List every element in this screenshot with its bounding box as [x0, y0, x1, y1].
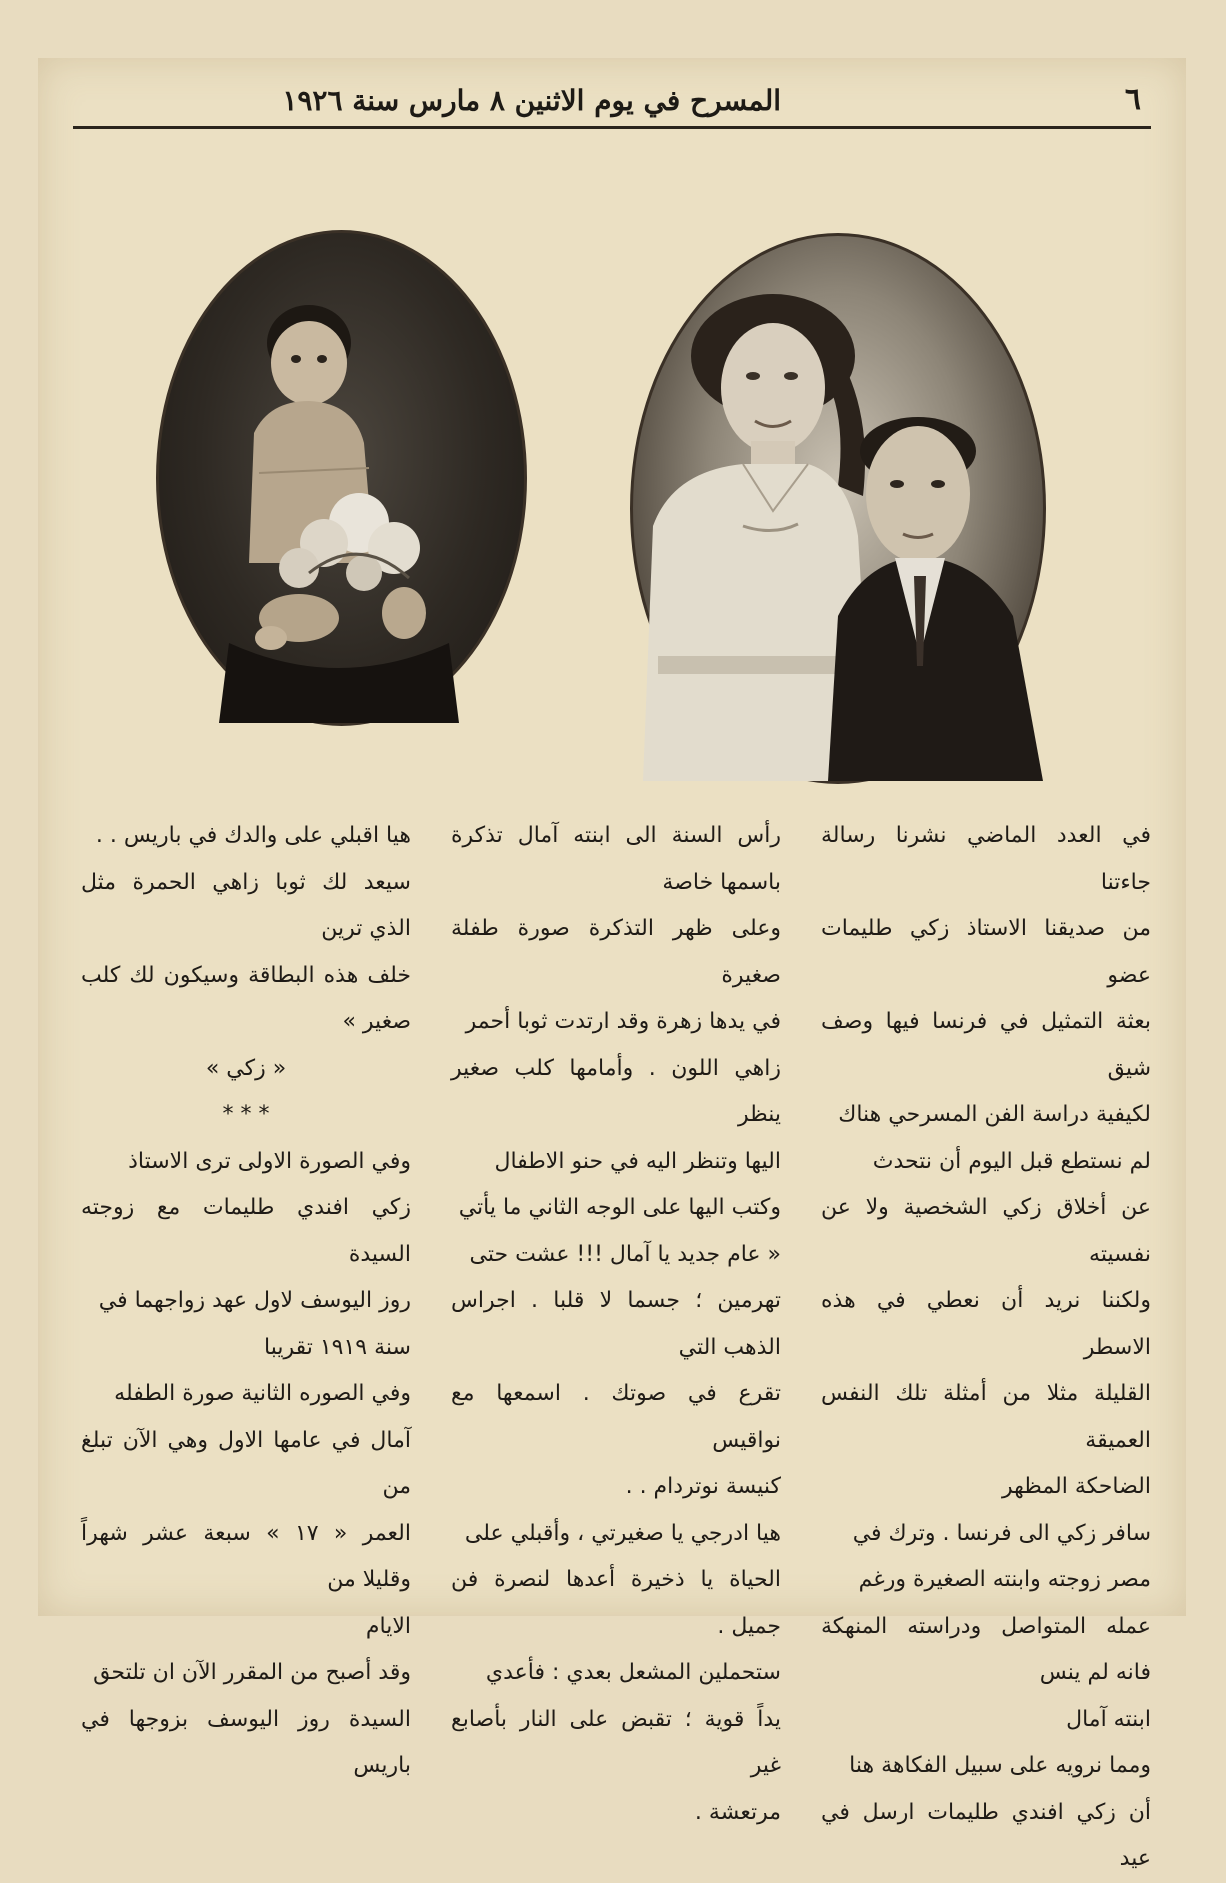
- text-line: يداً قوية ؛ تقبض على النار بأصابع غير: [451, 1706, 781, 1778]
- text-line: أن زكي افندي طليمات ارسل في عيد: [821, 1799, 1151, 1871]
- couple-portrait: [630, 233, 1046, 784]
- text-line: عن أخلاق زكي الشخصية ولا عن نفسيته: [821, 1195, 1151, 1267]
- text-line: مرتعشة .: [694, 1799, 781, 1825]
- text-line: القليلة مثلا من أمثلة تلك النفس العميقة: [821, 1381, 1151, 1453]
- text-line: عمله المتواصل ودراسته المنهكة فانه لم ينس: [821, 1613, 1151, 1685]
- section-divider: * * *: [222, 1102, 270, 1127]
- text-line: الحياة يا ذخيرة أعدها لنصرة فن جميل .: [451, 1567, 781, 1639]
- text-line: في العدد الماضي نشرنا رسالة جاءتنا: [821, 823, 1151, 895]
- text-line: خلف هذه البطاقة وسيكون لك كلب صغير »: [81, 962, 411, 1034]
- text-line: وفي الصورة الاولى ترى الاستاذ: [128, 1148, 411, 1174]
- text-line: زاهي اللون . وأمامها كلب صغير ينظر: [451, 1055, 781, 1127]
- text-line: زكي افندي طليمات مع زوجته السيدة: [81, 1195, 411, 1267]
- text-line: وفي الصوره الثانية صورة الطفله: [114, 1381, 411, 1406]
- article-column-right: [821, 813, 1151, 1871]
- article-column-middle: [451, 813, 781, 1825]
- text-line: من صديقنا الاستاذ زكي طليمات عضو: [821, 916, 1151, 988]
- text-line: اليها وتنظر اليه في حنو الاطفال: [494, 1148, 781, 1174]
- text-line: لكيفية دراسة الفن المسرحي هناك: [838, 1102, 1151, 1127]
- text-line: ومما نرويه على سبيل الفكاهة هنا: [849, 1753, 1151, 1778]
- text-line: وعلى ظهر التذكرة صورة طفلة صغيرة: [451, 916, 781, 988]
- couple-portrait-image: [633, 236, 1043, 781]
- newspaper-page: [38, 58, 1186, 1871]
- page-header: [73, 78, 1151, 126]
- text-line: آمال في عامها الاول وهي الآن تبلغ من: [81, 1427, 411, 1499]
- text-line: سافر زكي الى فرنسا . وترك في: [852, 1520, 1151, 1546]
- text-line: رأس السنة الى ابنته آمال تذكرة باسمها خاصة: [451, 823, 781, 895]
- text-line: الضاحكة المظهر: [1002, 1474, 1151, 1499]
- text-line: سيعد لك ثوبا زاهي الحمرة مثل الذي ترين: [81, 869, 411, 941]
- page-number: ٦: [1124, 82, 1141, 117]
- text-line: تهرمين ؛ جسما لا قلبا . اجراس الذهب التي: [451, 1288, 781, 1360]
- text-line: بعثة التمثيل في فرنسا فيها وصف شيق: [821, 1009, 1151, 1081]
- text-line: تقرع في صوتك . اسمعها مع نواقيس: [451, 1381, 781, 1453]
- text-line: وكتب اليها على الوجه الثاني ما يأتي: [458, 1195, 781, 1220]
- text-line: الايام: [365, 1613, 411, 1639]
- text-line: هيا اقبلي على والدك في باريس . .: [95, 823, 411, 848]
- article-columns: [73, 813, 1151, 1871]
- text-line: روز اليوسف لاول عهد زواجهما في: [98, 1288, 411, 1313]
- text-line: ستحملين المشعل بعدي : فأعدي: [485, 1660, 781, 1685]
- text-line: في يدها زهرة وقد ارتدت ثوبا أحمر: [465, 1009, 781, 1034]
- text-line: ولكننا نريد أن نعطي في هذه الاسطر: [821, 1288, 1151, 1360]
- header-rule: [73, 126, 1151, 129]
- text-line: سنة ١٩١٩ تقريبا: [264, 1334, 411, 1360]
- text-line: « عام جديد يا آمال !!! عشت حتى: [469, 1241, 781, 1267]
- text-line: لم نستطع قبل اليوم أن نتحدث: [872, 1148, 1151, 1174]
- text-line: كنيسة نوتردام . .: [625, 1474, 781, 1499]
- child-portrait: [156, 230, 527, 726]
- text-line: هيا ادرجي يا صغيرتي ، وأقبلي على: [464, 1520, 781, 1546]
- text-line: العمر « ١٧ » سبعة عشر شهراً وقليلا من: [81, 1520, 411, 1592]
- text-line: السيدة روز اليوسف بزوجها في باريس: [81, 1706, 411, 1778]
- text-line: مصر زوجته وابنته الصغيرة ورغم: [858, 1567, 1151, 1592]
- child-portrait-image: [159, 233, 524, 723]
- text-line: وقد أصبح من المقرر الآن ان تلتحق: [93, 1660, 411, 1685]
- header-title: المسرح في يوم الاثنين ٨ مارس سنة ١٩٢٦: [282, 84, 781, 117]
- text-line: ابنته آمال: [1066, 1706, 1151, 1732]
- article-column-left: [81, 813, 411, 1778]
- signature-line: « زكي »: [205, 1055, 287, 1081]
